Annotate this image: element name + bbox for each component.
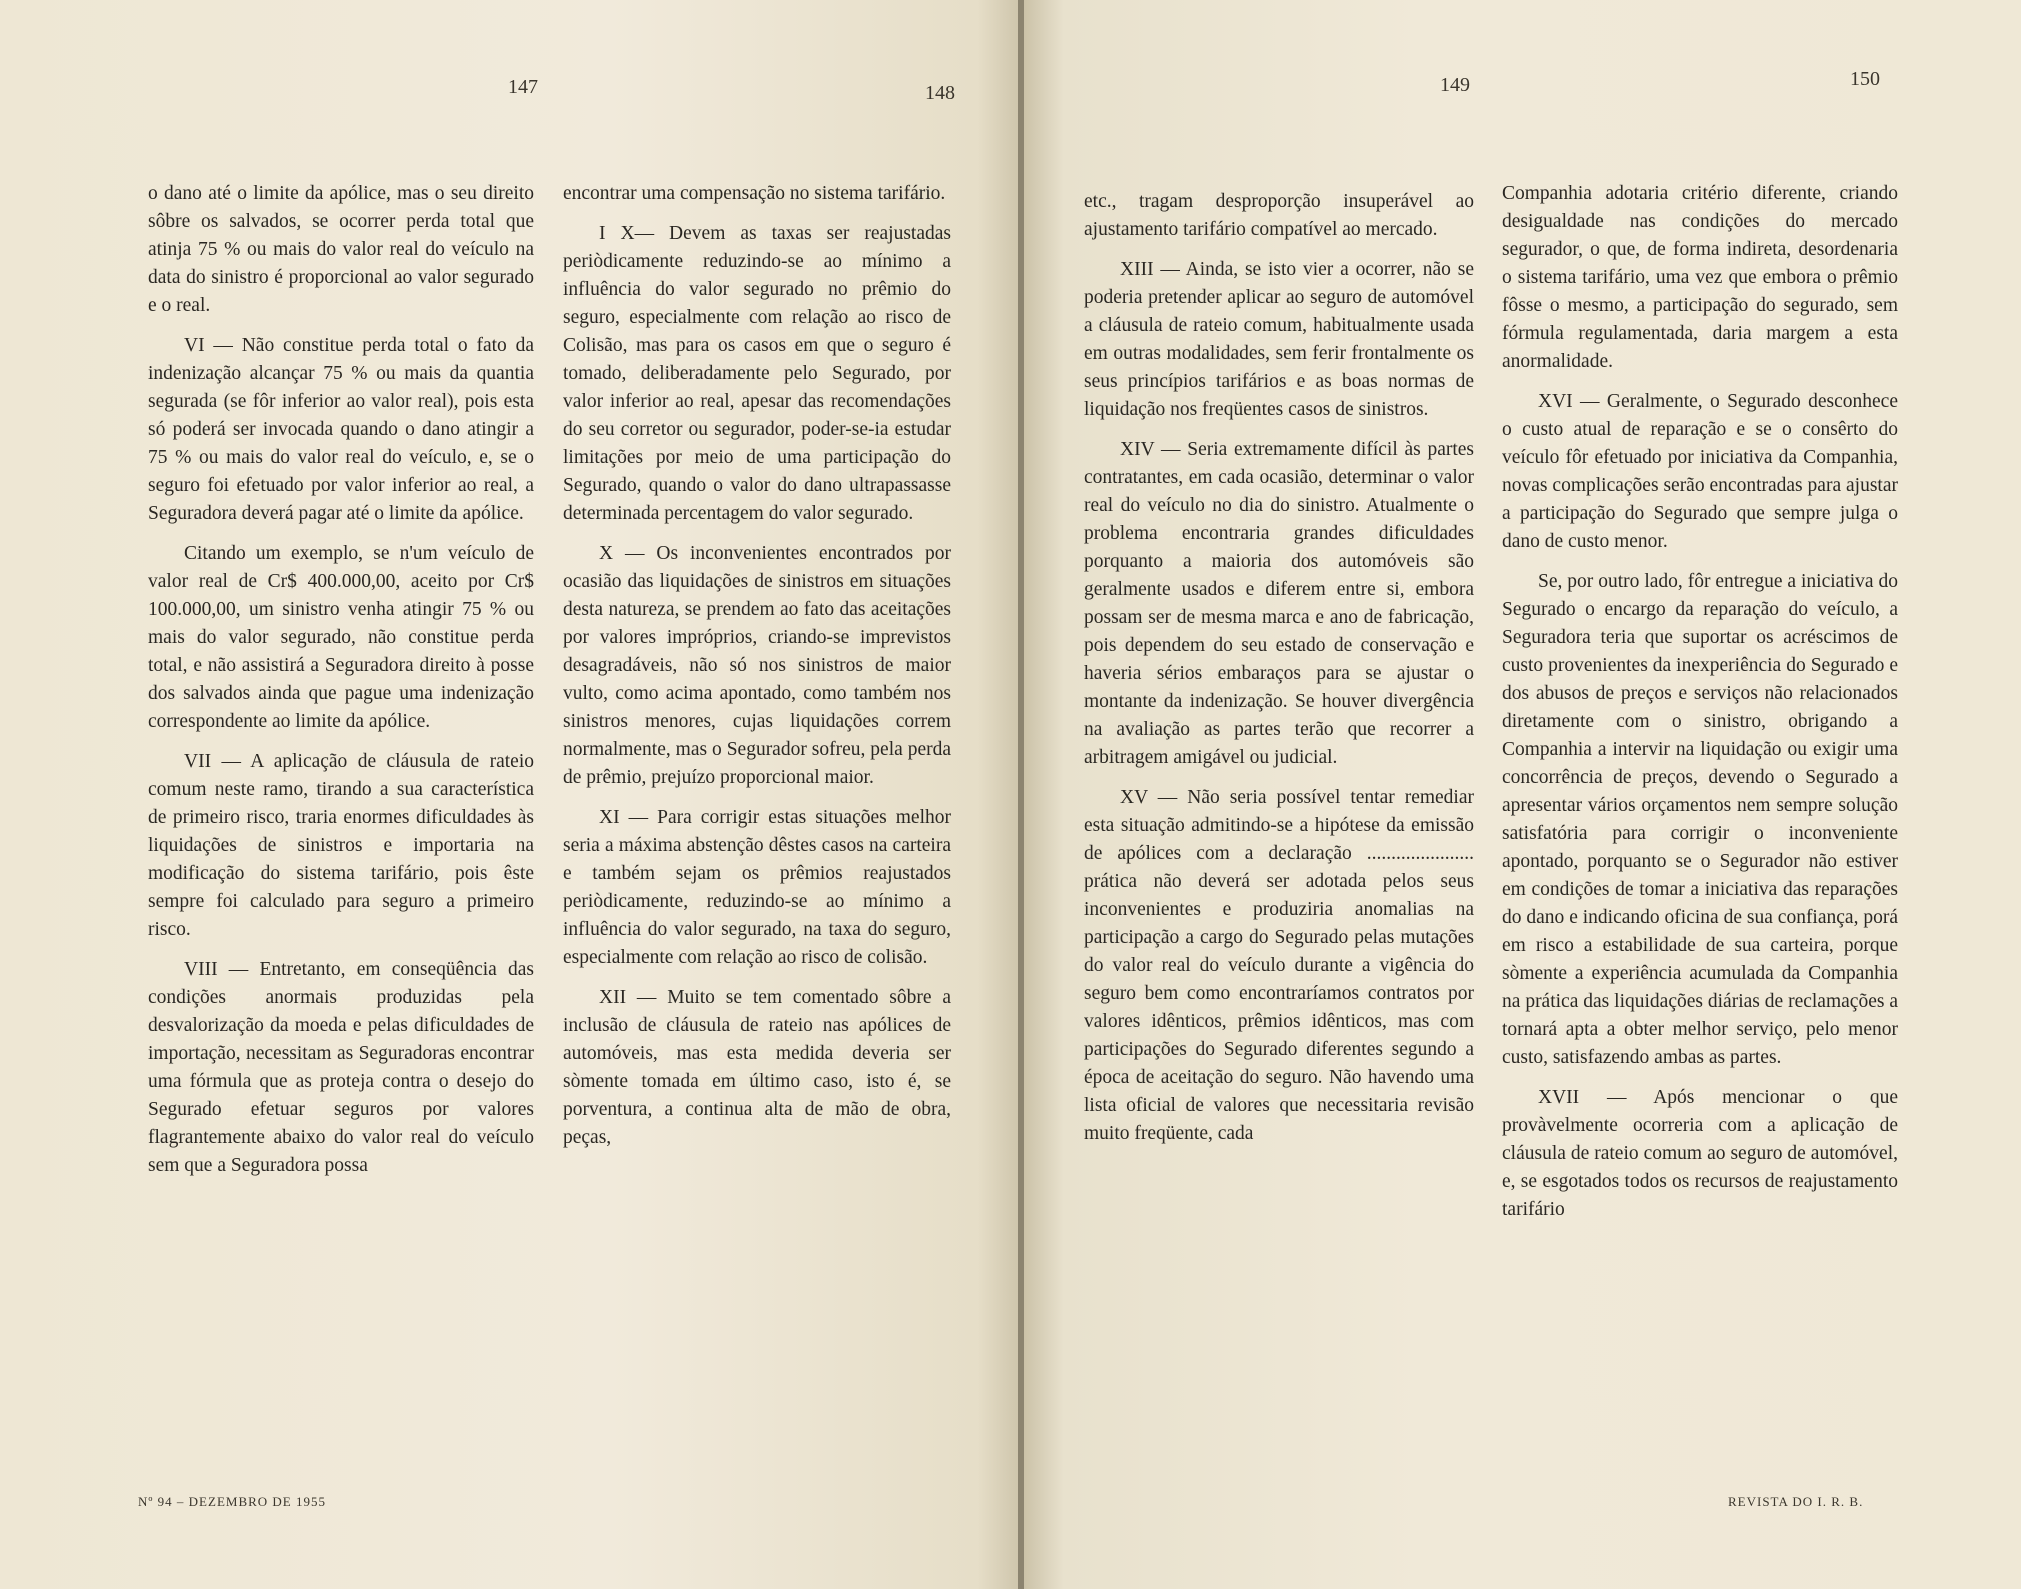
footer-journal: REVISTA DO I. R. B. bbox=[1728, 1494, 1864, 1509]
paragraph: XVI — Geralmente, o Segurado desconhece o custo atual de reparação e se o consêrto do veículo fôr efetuado por iniciativa da Companhia, novas complicações serão encontradas para ajustar a participação do Segurado que sempre julga o dano de custo menor. bbox=[1502, 391, 1898, 552]
paragraph: Se, por outro lado, fôr entregue a iniciativa do Segurado o encargo da reparação do veículo, a Seguradora teria que suportar os acréscimos de custo provenientes da inexperiência do Segurado e dos abusos de preços e serviços não relacionados diretamente com o sinistro, obrigando a Companhia a intervir na liquidação ou exigir uma concorrência de preços, devendo o Segurado a apresentar vários orçamentos nem sempre solução satisfatória para corrigir o inconveniente apontado, porquanto se o Segurador não estiver em condições de tomar a iniciativa das reparações do dano e indicando oficina de sua confiança, porá em risco a estabilidade de sua carteira, porque sòmente a experiência acumulada da Companhia na prática das liquidações diárias de reclamações a tornará apta a obter melhor serviço, pelo menor custo, satisfazendo ambas as partes. bbox=[1502, 571, 1898, 1068]
paragraph: encontrar uma compensação no sistema tarifário. bbox=[563, 183, 946, 204]
paragraph: o dano até o limite da apólice, mas o seu direito sôbre os salvados, se ocorrer perda total que atinja 75 % ou mais do valor real do veículo na data do sinistro é proporcional ao valor segurado e o real. bbox=[148, 183, 534, 316]
paragraph: XIV — Seria extremamente difícil às partes contratantes, em cada ocasião, determinar o valor real do veículo no dia do sinistro. Atualmente o problema encontraria grandes dificuldades porquanto a maioria dos automóveis são geralmente usados e diferem entre si, embora possam ser de mesma marca e ano de fabricação, pois dependem do seu estado de conservação e haveria sérios embaraços para se ajustar o montante da indenização. Se houver divergência na avaliação as partes terão que recorrer a arbitragem amigável ou judicial. bbox=[1084, 439, 1474, 768]
paragraph: XIII — Ainda, se isto vier a ocorrer, não se poderia pretender aplicar ao seguro de automóvel a cláusula de rateio comum, habitualmente usada em outras modalidades, sem ferir frontalmente os seus princípios tarifários e as boas normas de liquidação nos freqüentes casos de sinistros. bbox=[1084, 259, 1474, 420]
page-number-150: 150 bbox=[1850, 68, 1880, 90]
column-page-148 bbox=[563, 180, 951, 1164]
footer-issue: Nº 94 – DEZEMBRO DE 1955 bbox=[138, 1494, 326, 1509]
paragraph: XV — Não seria possível tentar remediar esta situação admitindo-se a hipótese da emissão de apólices com a declaração ...................... prática não deverá ser adotada pelos seus inconvenientes e produziria anomalias na participação a cargo do Segurado pelas mutações do valor real do veículo durante a vigência do seguro bem como encontraríamos contratos por valores idênticos, prêmios idênticos, mas com participações do Segurado diferentes segundo a época de aceitação do seguro. Não havendo uma lista oficial de valores que necessitaria revisão muito freqüente, cada bbox=[1084, 787, 1474, 1144]
page-number-148: 148 bbox=[925, 82, 955, 104]
paragraph: VIII — Entretanto, em conseqüência das condições anormais produzidas pela desvalorização da moeda e pelas dificuldades de importação, necessitam as Seguradoras encontrar uma fórmula que as proteja contra o desejo do Segurado efetuar seguros por valores flagrantemente abaixo do valor real do veículo sem que a Seguradora possa bbox=[148, 959, 534, 1176]
paragraph: I X— Devem as taxas ser reajustadas periòdicamente reduzindo-se ao mínimo a influência do valor segurado no prêmio do seguro, especialmente com relação ao risco de Colisão, mas para os casos em que o seguro é tomado, deliberadamente pelo Segurado, por valor inferior ao real, apesar das recomendações do seu corretor ou segurador, poder-se-ia estudar limitações por meio de uma participação do Segurado, quando o valor do dano ultrapassasse determinada percentagem do valor segurado. bbox=[563, 223, 951, 524]
column-page-149 bbox=[1084, 188, 1474, 1160]
page-number-149: 149 bbox=[1440, 74, 1470, 96]
paragraph: etc., tragam desproporção insuperável ao ajustamento tarifário compatível ao mercado. bbox=[1084, 191, 1474, 240]
page-number-147: 147 bbox=[508, 76, 538, 98]
paragraph: VII — A aplicação de cláusula de rateio comum neste ramo, tirando a sua característica de primeiro risco, traria enormes dificuldades às liquidações de sinistros e importaria na modificação do sistema tarifário, pois êste sempre foi calculado para seguro a primeiro risco. bbox=[148, 751, 534, 940]
paragraph: XII — Muito se tem comentado sôbre a inclusão de cláusula de rateio nas apólices de automóveis, mas esta medida deveria ser sòmente tomada em último caso, isto é, se porventura, a continua alta de mão de obra, peças, bbox=[563, 987, 951, 1148]
paragraph: Companhia adotaria critério diferente, criando desigualdade nas condições do mercado segurador, o que, de forma indireta, desordenaria o sistema tarifário, uma vez que embora o prêmio fôsse o mesmo, a participação do segurado, sem fórmula regulamentada, daria margem a esta anormalidade. bbox=[1502, 183, 1898, 372]
paragraph: XI — Para corrigir estas situações melhor seria a máxima abstenção dêstes casos na carteira e também sejam os prêmios reajustados periòdicamente, reduzindo-se ao mínimo a influência do valor segurado, na taxa do seguro, especialmente com relação ao risco de colisão. bbox=[563, 807, 951, 968]
column-page-150 bbox=[1502, 180, 1898, 1236]
paragraph: Citando um exemplo, se n'um veículo de valor real de Cr$ 400.000,00, aceito por Cr$ 100.000,00, um sinistro venha atingir 75 % ou mais do valor segurado, não constitue perda total, e não assistirá a Seguradora direito à posse dos salvados ainda que pague uma indenização correspondente ao limite da apólice. bbox=[148, 543, 534, 732]
paragraph: VI — Não constitue perda total o fato da indenização alcançar 75 % ou mais da quantia segurada (se fôr inferior ao valor real), pois esta só poderá ser invocada quando o dano atingir a 75 % ou mais do valor real do veículo, e, se o seguro foi efetuado por valor inferior ao real, a Seguradora deverá pagar até o limite da apólice. bbox=[148, 335, 534, 524]
column-page-147 bbox=[148, 180, 534, 1192]
paragraph: XVII — Após mencionar o que provàvelmente ocorreria com a aplicação de cláusula de rateio comum ao seguro de automóvel, e, se esgotados todos os recursos de reajustamento tarifário bbox=[1502, 1087, 1898, 1220]
paragraph: X — Os inconvenientes encontrados por ocasião das liquidações de sinistros em situações desta natureza, se prendem ao fato das aceitações por valores impróprios, criando-se imprevistos desagradáveis, não só nos sinistros de maior vulto, como acima apontado, como também nos sinistros menores, cujas liquidações correm normalmente, mas o Segurador sofreu, pela perda de prêmio, prejuízo proporcional maior. bbox=[563, 543, 951, 788]
